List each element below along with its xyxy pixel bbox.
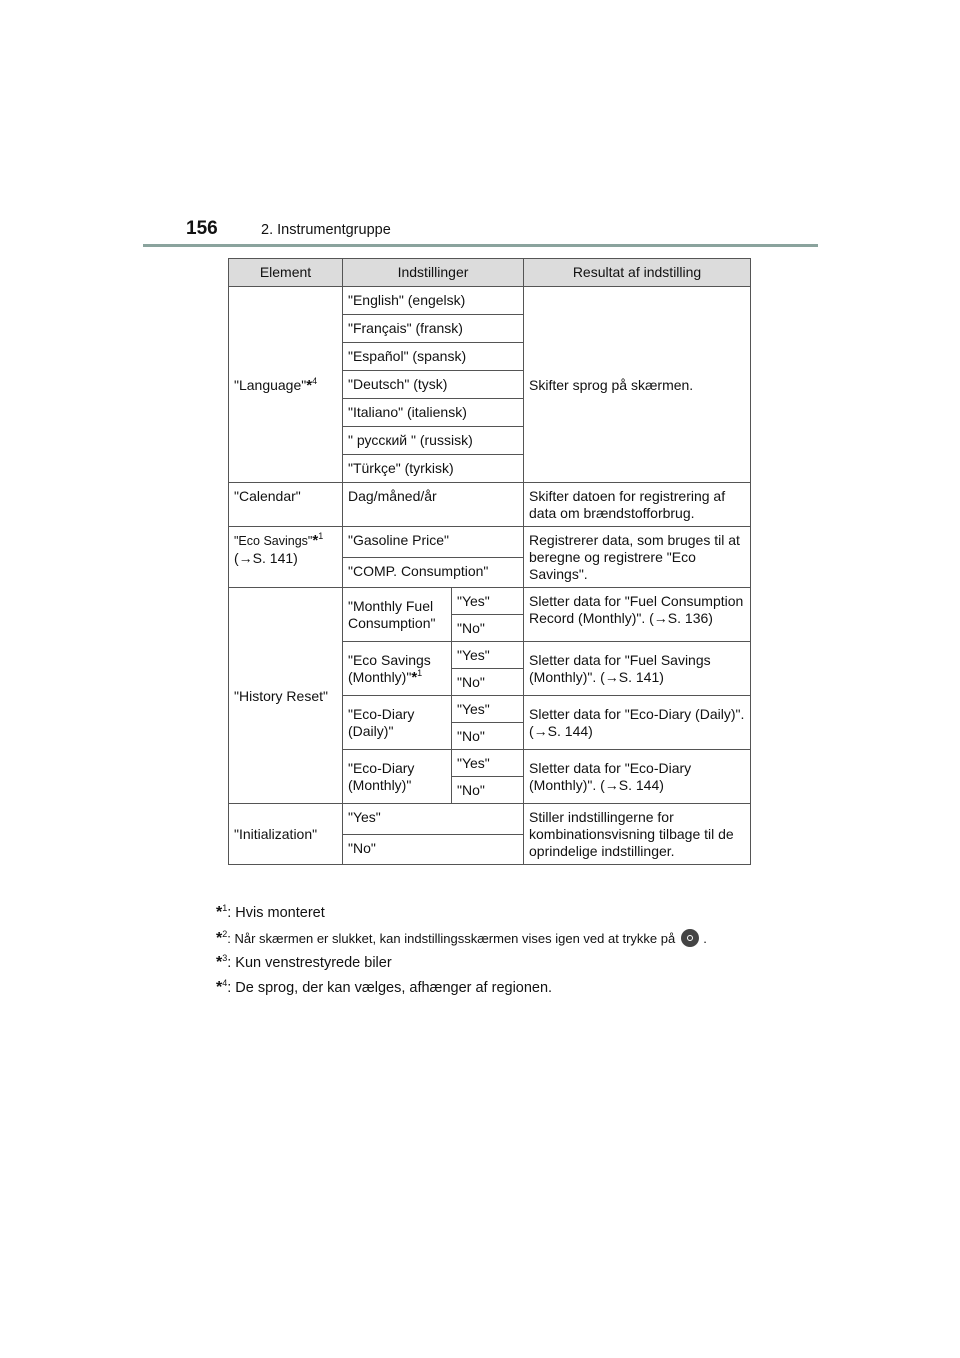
- yes-option: "Yes": [343, 804, 524, 835]
- table-row: [229, 527, 751, 558]
- display-button-icon: [681, 929, 699, 947]
- eco-savings-result: Registrerer data, som bruges til at beregne og registrere "Eco Savings".: [524, 527, 751, 588]
- footnote-text: : Kun venstrestyrede biler: [227, 955, 392, 971]
- no-option: "No": [452, 777, 524, 804]
- footnote-number: 1: [417, 668, 423, 678]
- eco-savings-element-cell: [229, 527, 343, 588]
- language-element: "Language": [234, 376, 307, 393]
- calendar-result: Skifter datoen for registrering af data om brændstofforbrug.: [524, 483, 751, 527]
- history-reset-result: Sletter data for "Fuel Savings (Monthly)". (→S. 141): [524, 642, 751, 696]
- no-option: "No": [343, 834, 524, 865]
- yes-option: "Yes": [452, 696, 524, 723]
- initialization-result: Stiller indstillingerne for kombinationsvisning tilbage til de oprindelige indstillinger.: [524, 804, 751, 865]
- page-number: 156: [186, 218, 218, 239]
- footnote-asterisk: *: [312, 532, 319, 549]
- footnote-number: 1: [222, 903, 228, 913]
- language-option: "Español" (spansk): [343, 343, 524, 371]
- language-option: "Italiano" (italiensk): [343, 399, 524, 427]
- footnote-asterisk: *: [306, 376, 313, 394]
- calendar-setting: Dag/måned/år: [343, 483, 524, 527]
- footnote-asterisk: *: [411, 669, 418, 686]
- yes-option: "Yes": [452, 750, 524, 777]
- footnote-item: [216, 904, 776, 929]
- language-option: "English" (engelsk): [343, 287, 524, 315]
- history-reset-label: "Eco Savings (Monthly)": [348, 652, 431, 685]
- footnotes: [216, 904, 776, 1004]
- header-settings: Indstillinger: [343, 259, 524, 287]
- footnote-number: 4: [312, 375, 318, 386]
- language-option: " русский " (russisk): [343, 427, 524, 455]
- history-reset-label: "Monthly Fuel Consumption": [343, 588, 452, 642]
- history-reset-result: Sletter data for "Eco-Diary (Monthly)". (→S. 144): [524, 750, 751, 804]
- footnote-tail: .: [703, 931, 707, 946]
- history-reset-element: "History Reset": [229, 588, 343, 804]
- table-row: [229, 804, 751, 835]
- footnote-number: 4: [222, 978, 228, 988]
- yes-option: "Yes": [452, 642, 524, 669]
- table-header-row: [229, 259, 751, 287]
- history-reset-label-cell: [343, 642, 452, 696]
- history-reset-label: "Eco-Diary (Monthly)": [343, 750, 452, 804]
- eco-savings-option: "COMP. Consumption": [343, 557, 524, 588]
- footnote-number: 2: [222, 929, 228, 939]
- table-row: [229, 483, 751, 527]
- footnote-asterisk: *: [216, 954, 223, 971]
- language-option: "Français" (fransk): [343, 315, 524, 343]
- initialization-element: "Initialization": [229, 804, 343, 865]
- calendar-element: "Calendar": [229, 483, 343, 527]
- language-option: "Türkçe" (tyrkisk): [343, 455, 524, 483]
- footnote-number: 1: [318, 531, 324, 541]
- table-row: [229, 287, 751, 315]
- language-option: "Deutsch" (tysk): [343, 371, 524, 399]
- eco-savings-element: "Eco Savings": [234, 534, 313, 548]
- footnote-text: : Hvis monteret: [227, 905, 325, 921]
- language-element-cell: [229, 287, 343, 483]
- no-option: "No": [452, 669, 524, 696]
- footnote-item: [216, 979, 776, 1004]
- footnote-asterisk: *: [216, 904, 223, 921]
- header-rule: [143, 244, 818, 247]
- footnote-text: : Når skærmen er slukket, kan indstillingsskærmen vises igen ved at trykke på: [227, 931, 676, 946]
- footnote-number: 3: [222, 953, 228, 963]
- footnote-item: [216, 954, 776, 979]
- history-reset-result: Sletter data for "Eco-Diary (Daily)". (→S. 144): [524, 696, 751, 750]
- footnote-asterisk: *: [216, 979, 223, 996]
- history-reset-result: Sletter data for "Fuel Consumption Record (Monthly)". (→S. 136): [524, 588, 751, 642]
- no-option: "No": [452, 615, 524, 642]
- page-reference: (→S. 141): [234, 550, 298, 566]
- language-result: Skifter sprog på skærmen.: [524, 287, 751, 483]
- history-reset-label: "Eco-Diary (Daily)": [343, 696, 452, 750]
- settings-table: [228, 258, 751, 865]
- header-element: Element: [229, 259, 343, 287]
- table-row: [229, 588, 751, 615]
- chapter-title: 2. Instrumentgruppe: [261, 222, 391, 238]
- footnote-asterisk: *: [216, 930, 223, 947]
- footnote-text: : De sprog, der kan vælges, afhænger af regionen.: [227, 980, 553, 996]
- footnote-item: [216, 929, 776, 954]
- no-option: "No": [452, 723, 524, 750]
- header-result: Resultat af indstilling: [524, 259, 751, 287]
- eco-savings-option: "Gasoline Price": [343, 527, 524, 558]
- yes-option: "Yes": [452, 588, 524, 615]
